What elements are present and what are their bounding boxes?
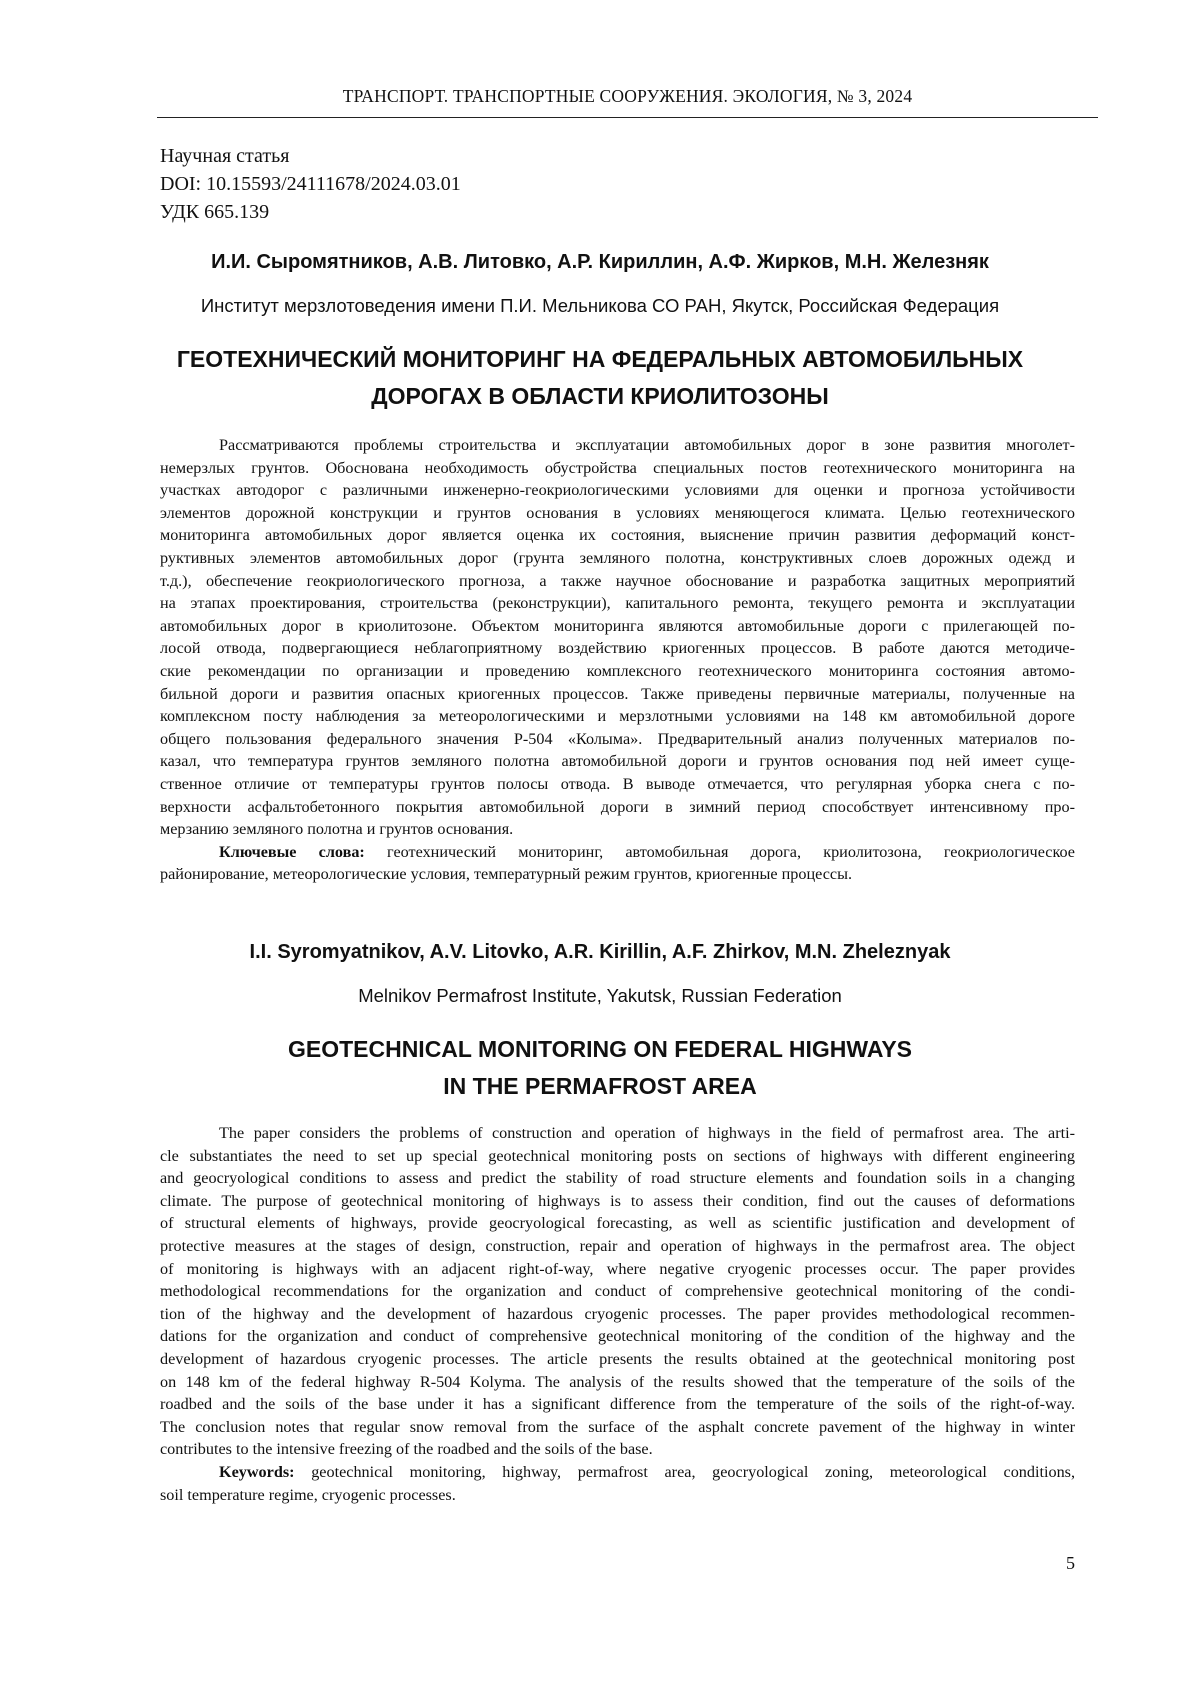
keywords-ru [160,841,1075,864]
abstract-line: казал, что температура грунтов земляного полотна автомобильной дороги и грунтов основания под ней имеет суще- [160,752,1075,771]
udk: УДК 665.139 [160,201,270,223]
abstract-line: ские рекомендации по организации и проведению комплексного геотехнического мониторинга состояния автомо- [160,661,1075,680]
abstract-line: climate. The purpose of geotechnical monitoring of highways is to assess their condition, find out the causes of deformations [160,1191,1075,1210]
abstract-line: protective measures at the stages of design, construction, repair and operation of highways in the permafrost area. The object [160,1236,1075,1255]
abstract-line: на этапах проектирования, строительства (реконструкции), капитального ремонта, текущего ремонта и эксплуатации [160,594,1075,613]
abstract-line: немерзлых грунтов. Обоснована необходимость обустройства специальных постов геотехнического мониторинга на [160,458,1075,477]
abstract-line: руктивных элементов автомобильных дорог (грунта земляного полотна, конструктивных слоев дорожных одежд и [160,548,1075,567]
abstract-line: общего пользования федерального значения Р-504 «Колыма». Предварительный анализ полученных материалов по- [160,729,1075,748]
abstract-line: of monitoring is highways with an adjacent right-of-way, where negative cryogenic processes occur. The paper provides [160,1259,1075,1278]
abstract-ru [160,434,1075,886]
keywords-en-continued: soil temperature regime, cryogenic processes. [160,1485,456,1504]
abstract-line: элементов дорожной конструкции и грунтов основания в условиях меняющегося климата. Целью геотехнического [160,503,1075,522]
abstract-line: The conclusion notes that regular snow removal from the surface of the asphalt concrete pavement of the highway in winter [160,1417,1075,1436]
keywords-label: Keywords: [219,1462,295,1481]
article-meta [160,142,461,226]
abstract-line: dations for the organization and conduct of comprehensive geotechnical monitoring of the condition of the highway and the [160,1327,1075,1346]
header-rule [157,117,1098,118]
title-line: ГЕОТЕХНИЧЕСКИЙ МОНИТОРИНГ НА ФЕДЕРАЛЬНЫХ АВТОМОБИЛЬНЫХ [176,346,1024,372]
abstract-line: Рассматриваются проблемы строительства и эксплуатации автомобильных дорог в зоне развития многолет- [219,436,1075,454]
title-line: IN THE PERMAFROST AREA [443,1073,757,1099]
keywords-text: geotechnical monitoring, highway, permafrost area, geocryological zoning, meteorological conditions, [311,1462,1076,1481]
abstract-line: т.д.), обеспечение геокриологического прогноза, а также научное обоснование и разработка защитных мероприятий [160,571,1075,590]
abstract-line: комплексном посту наблюдения за метеорологическими и мерзлотными условиями на 148 км автомобильной дороге [160,707,1075,726]
abstract-line: ственное отличие от температуры грунтов полосы отвода. В выводе отмечается, что регулярная уборка снега с по- [160,774,1075,793]
abstract-line: верхности асфальтобетонного покрытия автомобильной дороги в зимний период способствует интенсивному про- [160,797,1075,816]
abstract-line: roadbed and the soils of the base under it has a significant difference from the temperature of the soils of the right-of-way. [160,1395,1075,1414]
authors-ru: И.И. Сыромятников, А.В. Литовко, А.Р. Кириллин, А.Ф. Жирков, М.Н. Железняк [211,251,989,273]
authors-en: I.I. Syromyatnikov, A.V. Litovko, A.R. Kirillin, A.F. Zhirkov, M.N. Zheleznyak [249,941,951,963]
keywords-ru-continued: районирование, метеорологические условия, температурный режим грунтов, криогенные процессы. [160,865,853,884]
page-number: 5 [1066,1553,1075,1573]
abstract-line: автомобильных дорог в криолитозоне. Объектом мониторинга являются автомобильные дороги с прилегающей по- [160,616,1075,635]
abstract-line: лосой отвода, подвергающиеся неблагоприятному воздействию криогенных процессов. В работе даются методиче- [160,639,1075,658]
title-line: GEOTECHNICAL MONITORING ON FEDERAL HIGHWAYS [287,1036,913,1062]
abstract-line: участках автодорог с различными инженерно-геокриологическими условиями для оценки и прогноза устойчивости [160,481,1075,500]
abstract-en [160,1122,1075,1506]
abstract-line: мерзанию земляного полотна и грунтов основания. [160,820,514,839]
abstract-line: The paper considers the problems of construction and operation of highways in the field of permafrost area. The arti- [219,1124,1075,1142]
abstract-line: tion of the highway and the development of hazardous cryogenic processes. The paper provides methodological recommen- [160,1304,1075,1323]
affiliation-en: Melnikov Permafrost Institute, Yakutsk, Russian Federation [358,985,842,1006]
abstract-line: мониторинга автомобильных дорог является оценка их состояния, выяснение причин развития деформаций конст- [160,526,1075,545]
title-ru [100,341,1100,415]
abstract-line: development of hazardous cryogenic processes. The article presents the results obtained at the geotechnical monitoring post [160,1349,1075,1368]
keywords-label: Ключевые слова: [219,842,365,861]
title-en [100,1031,1100,1105]
abstract-line: and geocryological conditions to assess and predict the stability of road structure elements and foundation soils in a changing [160,1169,1075,1188]
abstract-line: methodological recommendations for the organization and conduct of comprehensive geotechnical monitoring of the condi- [160,1282,1075,1301]
title-line: ДОРОГАХ В ОБЛАСТИ КРИОЛИТОЗОНЫ [371,383,829,409]
article-type: Научная статья [160,145,290,167]
running-head: ТРАНСПОРТ. ТРАНСПОРТНЫЕ СООРУЖЕНИЯ. ЭКОЛОГИЯ, № 3, 2024 [342,86,913,106]
abstract-line: contributes to the intensive freezing of the roadbed and the soils of the base. [160,1440,653,1459]
keywords-text: геотехнический мониторинг, автомобильная дорога, криолитозона, геокриологическое [387,842,1075,861]
abstract-line: бильной дороги и развития опасных криогенных процессов. Также приведены первичные материалы, полученные на [160,684,1075,703]
doi: DOI: 10.15593/24111678/2024.03.01 [160,173,461,195]
keywords-en [160,1461,1075,1484]
abstract-line: cle substantiates the need to set up special geotechnical monitoring posts on sections of highways with different engineering [160,1146,1075,1165]
abstract-line: of structural elements of highways, provide geocryological forecasting, as well as scientific justification and development of [160,1214,1075,1233]
abstract-line: on 148 km of the federal highway R-504 Kolyma. The analysis of the results showed that the temperature of the soils of the [160,1372,1075,1391]
affiliation-ru: Институт мерзлотоведения имени П.И. Мельникова СО РАН, Якутск, Российская Федерация [200,295,1000,316]
